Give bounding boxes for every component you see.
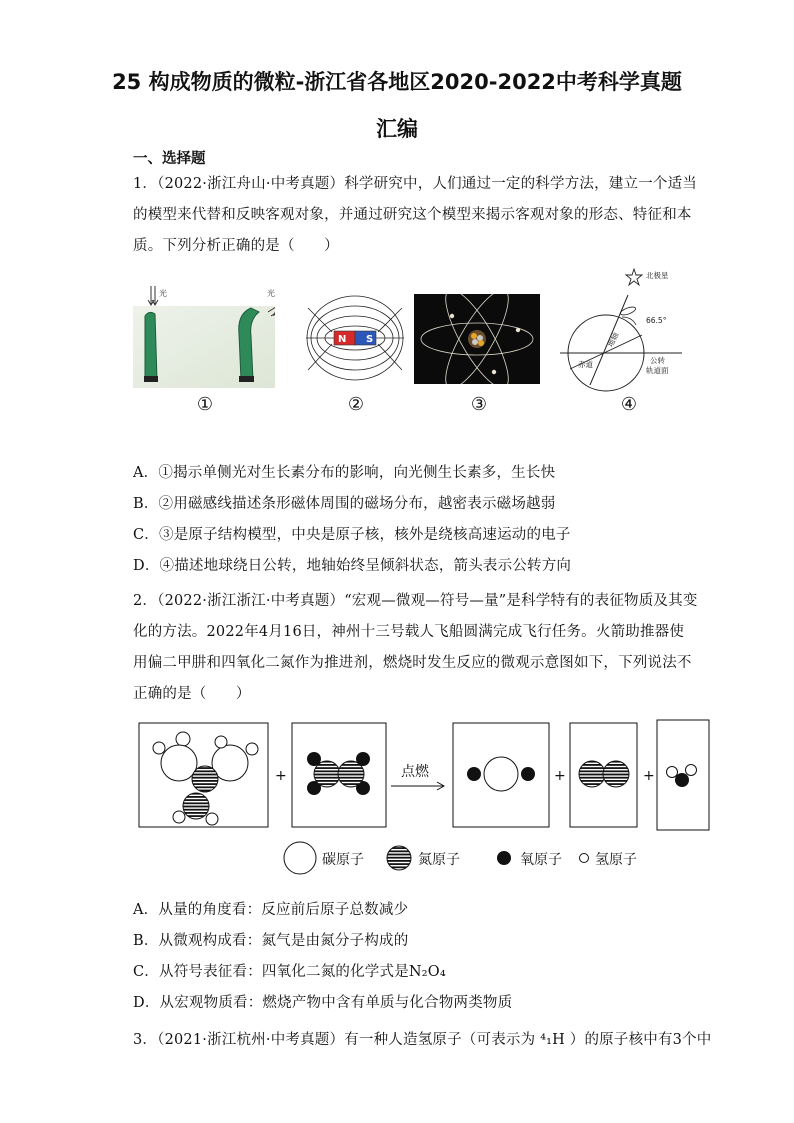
- legend-hydrogen: 氢原子: [595, 852, 637, 868]
- figure-earth-orbit: [556, 265, 690, 395]
- q2-option-c: C．从符号表征看：四氧化二氮的化学式是N₂O₄: [133, 964, 446, 980]
- q2-option-a: A．从量的角度看：反应前后原子总数减少: [133, 902, 409, 918]
- figure-caption-2: ②: [347, 394, 365, 415]
- magnet-s-label: S: [366, 334, 374, 345]
- page-title-line-1: 25 构成物质的微粒-浙江省各地区2020-2022中考科学真题: [112, 70, 682, 94]
- equator-label: 赤道: [578, 360, 593, 369]
- north-star-label: 北极星: [646, 271, 669, 280]
- figure-caption-3: ③: [470, 394, 488, 415]
- q1-stem-line-1: 1．（2022·浙江舟山·中考真题）科学研究中，人们通过一定的科学方法，建立一个适当: [133, 176, 697, 192]
- q2-option-d: D．从宏观物质看：燃烧产物中含有单质与化合物两类物质: [133, 995, 513, 1011]
- magnet-n-label: N: [338, 334, 347, 345]
- q1-option-c: C．③是原子结构模型，中央是原子核，核外是绕核高速运动的电子: [133, 527, 571, 543]
- figure-atom-model: [414, 294, 540, 384]
- condition-ignite: 点燃: [401, 764, 429, 780]
- figure-plant-phototropism: [133, 284, 275, 388]
- earth-axis-label: 地轴: [605, 330, 621, 349]
- q2-stem-line-1: 2．（2022·浙江浙江·中考真题）“宏观—微观—符号—量”是科学特有的表征物质及其变: [133, 593, 698, 609]
- q3-stem-line-1: 3．（2021·浙江杭州·中考真题）有一种人造氢原子（可表示为 ⁴₁H ）的原子核中有3个中: [133, 1032, 712, 1048]
- plus-2: +: [554, 768, 566, 784]
- q1-stem-line-3: 质。下列分析正确的是（ ）: [133, 238, 339, 254]
- legend-carbon: 碳原子: [322, 852, 364, 868]
- reaction-diagram: [133, 716, 713, 876]
- tilt-angle-label: 66.5°: [646, 316, 667, 325]
- figure-bar-magnet-field: [304, 292, 406, 390]
- q2-option-b: B．从微观构成看：氮气是由氮分子构成的: [133, 933, 409, 949]
- q2-stem-line-2: 化的方法。2022年4月16日，神州十三号载人飞船圆满完成飞行任务。火箭助推器使: [133, 624, 685, 640]
- figure-caption-1: ①: [196, 394, 214, 415]
- q2-stem-line-3: 用偏二甲肼和四氧化二氮作为推进剂，燃烧时发生反应的微观示意图如下，下列说法不: [133, 655, 692, 671]
- q1-option-b: B．②用磁感线描述条形磁体周围的磁场分布，越密表示磁场越弱: [133, 496, 556, 512]
- legend-nitrogen: 氮原子: [418, 852, 460, 868]
- q1-option-d: D．④描述地球绕日公转，地轴始终呈倾斜状态，箭头表示公转方向: [133, 558, 572, 574]
- light-label-2: 光: [267, 289, 275, 298]
- q1-stem-line-2: 的模型来代替和反映客观对象，并通过研究这个模型来揭示客观对象的形态、特征和本: [133, 207, 692, 223]
- plus-3: +: [643, 768, 655, 784]
- section-heading: 一、选择题: [133, 151, 206, 167]
- figure-caption-4: ④: [620, 394, 638, 415]
- plus-1: +: [275, 768, 287, 784]
- q1-option-a: A．①揭示单侧光对生长素分布的影响，向光侧生长素多，生长快: [133, 465, 556, 481]
- orbit-label-2: 轨道面: [646, 366, 669, 375]
- light-label-1: 光: [159, 289, 167, 298]
- legend-oxygen: 氧原子: [520, 852, 562, 868]
- q2-stem-line-4: 正确的是（ ）: [133, 686, 251, 702]
- orbit-label-1: 公转: [650, 356, 665, 365]
- page-title-line-2: 汇编: [376, 117, 418, 141]
